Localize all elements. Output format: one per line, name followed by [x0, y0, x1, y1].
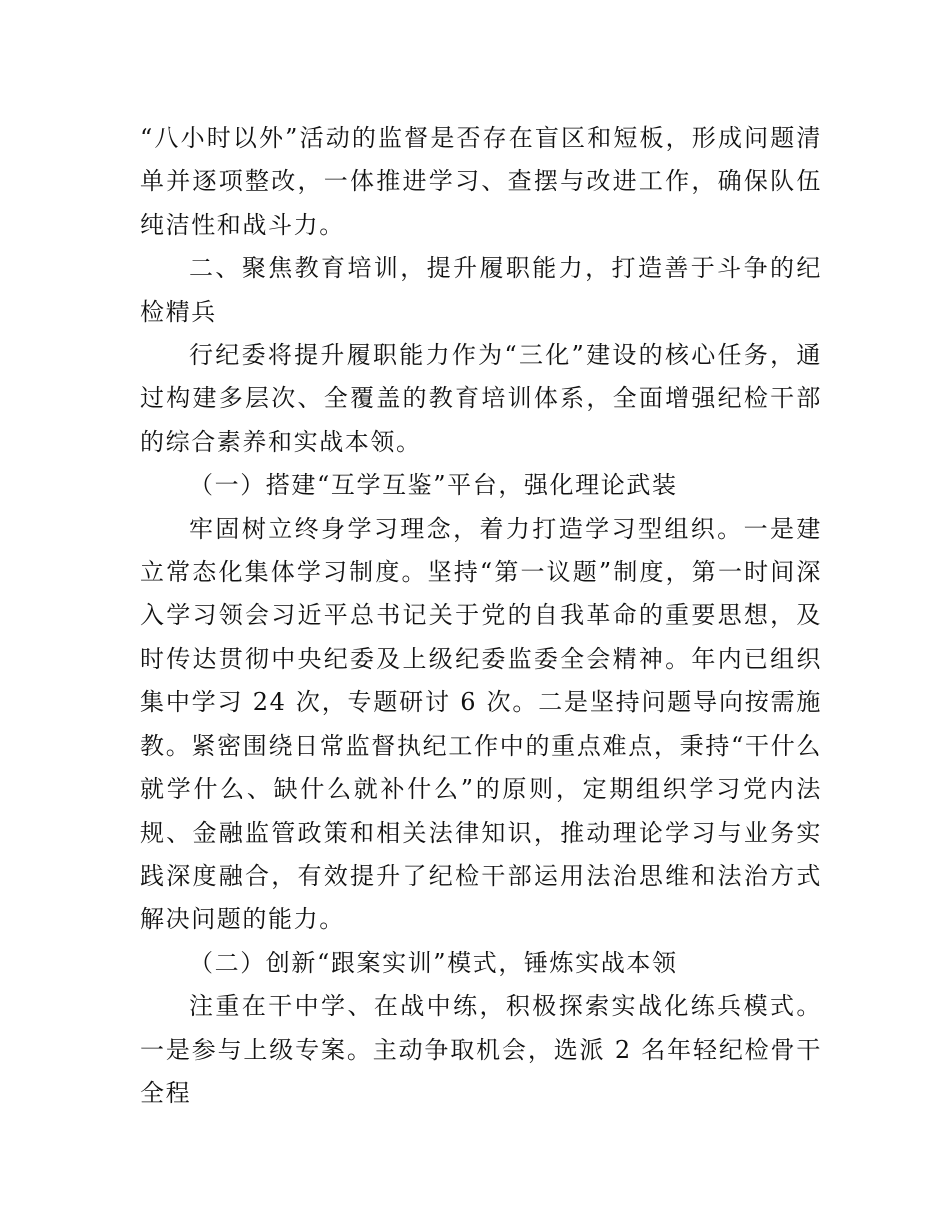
document-body: [140, 117, 822, 1115]
paragraph-learning-system: 牢固树立终身学习理念，着力打造学习型组织。一是建立常态化集体学习制度。坚持“第一议题”制度，第一时间深入学习领会习近平总书记关于党的自我革命的重要思想，及时传达贯彻中央纪委及上级纪委监委全会精神。年内已组织集中学习 24 次，专题研讨 6 次。二是坚持问题导向按需施教。紧密围绕日常监督执纪工作中的重点难点，秉持“干什么就学什么、缺什么就补什么”的原则，定期组织学习党内法规、金融监管政策和相关法律知识，推动理论学习与业务实践深度融合，有效提升了纪检干部运用法治思维和法治方式解决问题的能力。: [140, 514, 822, 934]
section-heading-education-training: 二、聚焦教育培训，提升履职能力，打造善于斗争的纪检精兵: [140, 254, 822, 326]
sub-heading-mutual-learning: （一）搭建“互学互鉴”平台，强化理论武装: [189, 471, 678, 500]
paragraph-capability-intro: 行纪委将提升履职能力作为“三化”建设的核心任务，通过构建多层次、全覆盖的教育培训体系，全面增强纪检干部的综合素养和实战本领。: [140, 341, 822, 456]
paragraph-case-training: 注重在干中学、在战中练，积极探索实战化练兵模式。一是参与上级专案。主动争取机会，选派 2 名年轻纪检骨干全程: [140, 992, 822, 1107]
sub-heading-case-training: （二）创新“跟案实训”模式，锤炼实战本领: [189, 948, 678, 977]
paragraph-continuation: “八小时以外”活动的监督是否存在盲区和短板，形成问题清单并逐项整改，一体推进学习、查摆与改进工作，确保队伍纯洁性和战斗力。: [140, 124, 822, 239]
